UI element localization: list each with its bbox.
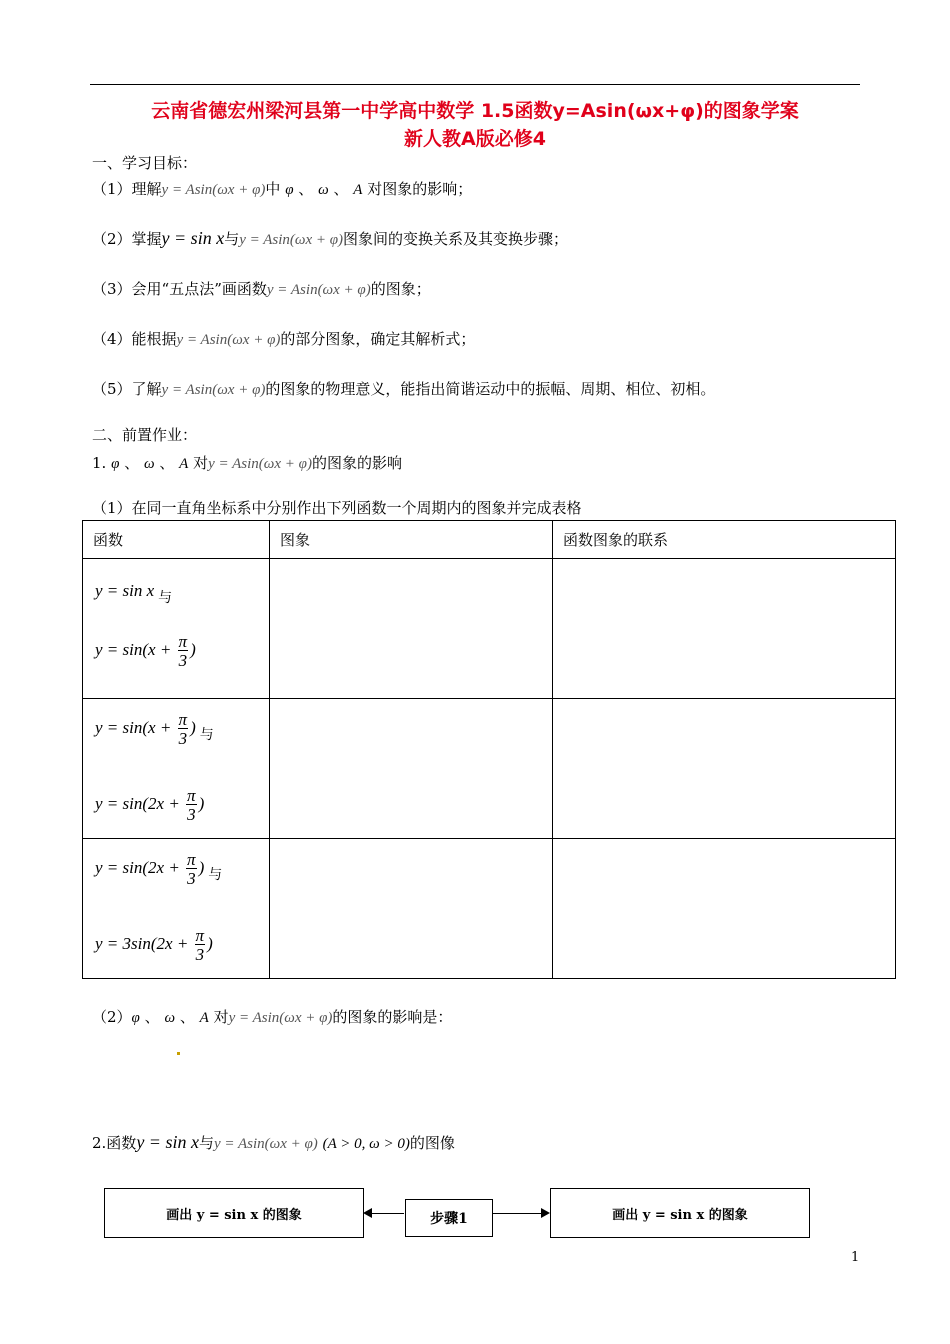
flow-box-label: 画出 y = sin x 的图象 [166, 1207, 302, 1223]
header-label: 函数 [93, 531, 124, 549]
function-formula [95, 711, 214, 747]
section1-heading: 一、学习目标： [92, 154, 198, 172]
relation-cell[interactable] [553, 559, 896, 699]
function-formula [95, 927, 213, 963]
arrowhead-left-icon [363, 1208, 372, 1218]
goal-1 [92, 178, 472, 199]
item-1-suffix: 的图象的影响 [311, 454, 402, 472]
numerator: π [187, 850, 196, 869]
table-row [83, 699, 896, 839]
formula-text: y = sin(x + [95, 639, 176, 659]
formula-main: y = Asin(ωx + φ) [228, 1010, 333, 1026]
goal-5 [92, 378, 715, 399]
formula-text: y = sin(x + [95, 717, 176, 737]
formula-main: y = Asin(ωx + φ) [161, 382, 266, 398]
task-2 [92, 1006, 452, 1027]
fraction [186, 851, 197, 887]
table-row [83, 559, 896, 699]
header-label: 函数图象的联系 [563, 531, 669, 549]
goal-3-suffix: 的图象； [370, 280, 431, 298]
formula-main: y = Asin(ωx + φ) [161, 182, 266, 198]
flow-box-left [104, 1188, 364, 1238]
function-cell [83, 699, 270, 839]
goal-4-prefix: （4）能根据 [92, 330, 177, 348]
function-table [82, 520, 896, 979]
header-cell [553, 521, 896, 559]
sep: 、 [144, 1008, 160, 1026]
symbol-A: A [179, 456, 189, 472]
symbol-phi: φ [111, 456, 120, 472]
condition-text: (A > 0, ω > 0) [322, 1136, 410, 1152]
formula-main: y = Asin(ωx + φ) [176, 332, 281, 348]
goal-4-suffix: 的部分图象，确定其解析式； [280, 330, 476, 348]
sep: 、 [159, 454, 175, 472]
relation-cell[interactable] [553, 839, 896, 979]
item-2-suffix: 的图像 [409, 1134, 455, 1152]
fraction [178, 633, 189, 669]
symbol-A: A [353, 182, 363, 198]
sep: 、 [298, 180, 314, 198]
goal-4 [92, 328, 475, 349]
goal-3 [92, 278, 431, 299]
symbol-phi: φ [131, 1010, 140, 1026]
numerator: π [178, 710, 188, 729]
goal-3-prefix: （3）会用“五点法”画函数 [92, 280, 267, 298]
goal-2 [92, 228, 568, 249]
table-row [83, 839, 896, 979]
symbol-omega: ω [164, 1010, 176, 1026]
relation-cell[interactable] [553, 699, 896, 839]
formula-text: y = sin(2x + [95, 793, 185, 813]
fraction [178, 711, 189, 747]
graph-cell[interactable] [270, 839, 553, 979]
task-2-prefix: （2） [92, 1008, 132, 1026]
sep: 、 [124, 454, 140, 472]
goal-2-prefix: （2）掌握 [92, 230, 162, 248]
function-formula [95, 581, 172, 607]
symbol-omega: ω [318, 182, 329, 198]
header-rule [90, 84, 860, 85]
sep: 、 [179, 1008, 195, 1026]
yu-text: 与 [158, 591, 173, 606]
formula-main: y = Asin(ωx + φ) [213, 1136, 318, 1152]
fraction [186, 787, 197, 823]
formula-sinx: y = sin x [136, 1132, 199, 1152]
goal-5-suffix: 的图象的物理意义，能指出简谐运动中的振幅、周期、相位、初相。 [265, 380, 716, 398]
flow-arrow-left [368, 1213, 404, 1214]
goal-5-prefix: （5）了解 [92, 380, 162, 398]
fraction [195, 927, 206, 963]
goal-1-mid: 中 [265, 180, 281, 198]
function-cell [83, 839, 270, 979]
graph-cell[interactable] [270, 699, 553, 839]
yu-text: 与 [208, 867, 223, 883]
numerator: π [178, 632, 188, 651]
sep: 、 [333, 180, 349, 198]
formula-main: y = Asin(ωx + φ) [239, 232, 344, 248]
formula-text: ) [190, 639, 196, 659]
formula-text: ) [198, 793, 205, 813]
formula-text: y = sin(2x + [95, 857, 185, 877]
goal-2-suffix: 图象间的变换关系及其变换步骤； [343, 230, 569, 248]
denominator: 3 [195, 945, 205, 964]
symbol-phi: φ [285, 182, 294, 198]
dui-text: 对 [213, 1008, 229, 1026]
stray-mark [177, 1052, 180, 1055]
formula-text: ) [190, 717, 196, 737]
dui-text: 对 [193, 454, 209, 472]
formula-text: ) [207, 933, 213, 953]
denominator: 3 [178, 651, 188, 670]
graph-cell[interactable] [270, 559, 553, 699]
flow-box-label: 画出 y = sin x 的图象 [612, 1207, 748, 1223]
numerator: π [195, 926, 205, 945]
step-label: 步骤1 [430, 1211, 468, 1227]
yu-text: 与 [199, 727, 214, 743]
header-label: 图象 [280, 531, 311, 549]
item-number: 1. [92, 454, 107, 472]
function-formula [95, 787, 204, 823]
goal-1-suffix: 对图象的影响； [367, 180, 473, 198]
denominator: 3 [187, 805, 196, 824]
flow-step-box [405, 1199, 493, 1237]
formula-sinx: y = sin x [161, 228, 225, 248]
symbol-A: A [199, 1010, 209, 1026]
document-subtitle: 新人教A版必修4 [404, 128, 546, 150]
document-title: 云南省德宏州梁河县第一中学高中数学 1.5函数y=Asin(ωx+φ)的图象学案 [151, 100, 799, 122]
numerator: π [187, 786, 196, 805]
goal-1-prefix: （1）理解 [92, 180, 162, 198]
page-number: 1 [851, 1250, 860, 1265]
denominator: 3 [187, 869, 196, 888]
flow-arrow-right [493, 1213, 543, 1214]
goal-2-mid: 与 [224, 230, 240, 248]
task-1-instruction: （1）在同一直角坐标系中分别作出下列函数一个周期内的图象并完成表格 [92, 499, 582, 517]
denominator: 3 [178, 729, 188, 748]
formula-text: ) [198, 857, 205, 877]
function-formula [95, 851, 222, 887]
arrowhead-right-icon [541, 1208, 550, 1218]
symbol-omega: ω [143, 456, 155, 472]
prework-item-1 [92, 452, 402, 473]
formula-main: y = Asin(ωx + φ) [266, 282, 371, 298]
item-2-prefix: 2.函数 [92, 1134, 137, 1152]
formula-text: y = sin x [95, 581, 155, 600]
function-formula [95, 633, 196, 669]
table-header-row [83, 521, 896, 559]
header-cell [270, 521, 553, 559]
formula-text: y = 3sin(2x + [95, 933, 193, 953]
yu-text: 与 [198, 1134, 214, 1152]
formula-main: y = Asin(ωx + φ) [208, 456, 312, 472]
prework-item-2 [92, 1132, 455, 1153]
task-2-suffix: 的图象的影响是： [332, 1008, 453, 1026]
function-cell [83, 559, 270, 699]
header-cell [83, 521, 270, 559]
section2-heading: 二、前置作业： [92, 426, 198, 444]
flow-box-right [550, 1188, 810, 1238]
